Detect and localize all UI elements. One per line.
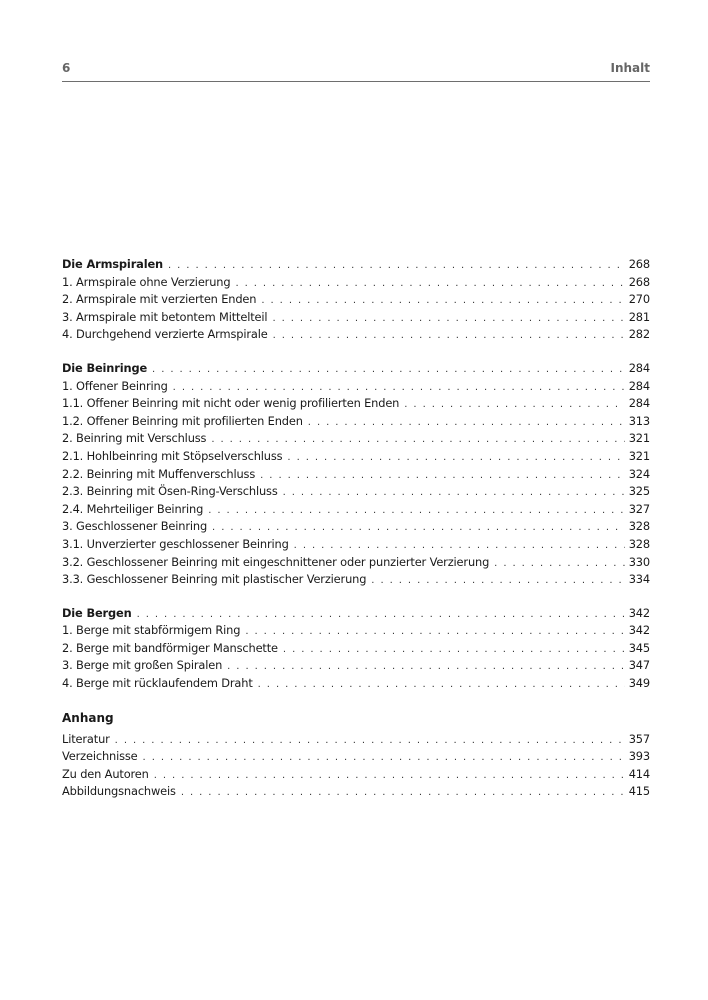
dot-leader: [283, 484, 625, 502]
toc-entry-label: 3. Geschlossener Beinring: [62, 519, 208, 534]
toc-entry[interactable]: [62, 483, 650, 501]
toc-page-number: 321: [628, 448, 650, 463]
toc-entry-label: 2. Armspirale mit verzierten Enden: [62, 292, 257, 307]
toc-entry-label: 3.3. Geschlossener Beinring mit plastischer Verzierung: [62, 572, 367, 587]
toc-entry[interactable]: [62, 378, 650, 396]
toc-entry-label: Abbildungsnachweis: [62, 784, 176, 799]
toc-entry-label: Literatur: [62, 731, 110, 746]
dot-leader: [137, 606, 625, 624]
toc-page-number: 342: [628, 605, 650, 620]
toc-entry[interactable]: [62, 675, 650, 693]
toc-page-number: 268: [628, 274, 650, 289]
toc-entry[interactable]: [62, 657, 650, 675]
dot-leader: [258, 676, 625, 694]
dot-leader: [245, 623, 624, 641]
toc-entry-label: 2. Beinring mit Verschluss: [62, 431, 207, 446]
toc-entry-label: 4. Berge mit rücklaufendem Draht: [62, 676, 253, 691]
dot-leader: [235, 275, 624, 293]
dot-leader: [261, 292, 624, 310]
dot-leader: [272, 310, 624, 328]
toc-entry-label: 2. Berge mit bandförmiger Manschette: [62, 640, 278, 655]
toc-entry[interactable]: [62, 291, 650, 309]
toc-page-number: 324: [628, 466, 650, 481]
toc-heading-label: Die Bergen: [62, 605, 132, 620]
toc-entry-label: 3. Armspirale mit betontem Mittelteil: [62, 309, 268, 324]
toc-page-number: 345: [628, 640, 650, 655]
dot-leader: [154, 767, 625, 785]
toc-page-number: 282: [628, 327, 650, 342]
toc-page-number: 284: [628, 360, 650, 375]
dot-leader: [208, 502, 624, 520]
toc-entry-label: 1. Offener Beinring: [62, 378, 168, 393]
toc-entry-label: 1. Armspirale ohne Verzierung: [62, 274, 231, 289]
toc-page-number: 349: [628, 676, 650, 691]
toc-page-number: 357: [628, 731, 650, 746]
dot-leader: [260, 467, 625, 485]
toc-page-number: 327: [628, 501, 650, 516]
toc-entry[interactable]: [62, 518, 650, 536]
toc-entry[interactable]: [62, 622, 650, 640]
page-number: 6: [62, 61, 71, 75]
toc-page-number: 284: [628, 378, 650, 393]
toc-entry[interactable]: [62, 326, 650, 344]
toc-section-anhang: [62, 709, 650, 801]
toc-entry-label: 2.1. Hohlbeinring mit Stöpselverschluss: [62, 448, 283, 463]
toc-page-number: 270: [628, 292, 650, 307]
table-of-contents: [62, 256, 650, 817]
toc-page-number: 281: [628, 309, 650, 324]
dot-leader: [212, 519, 625, 537]
toc-entry-label: 3. Berge mit großen Spiralen: [62, 658, 223, 673]
toc-entry[interactable]: [62, 554, 650, 572]
dot-leader: [227, 658, 625, 676]
toc-entry[interactable]: [62, 640, 650, 658]
toc-entry-label: 2.4. Mehrteiliger Beinring: [62, 501, 204, 516]
toc-page-number: 347: [628, 658, 650, 673]
toc-heading-label: Die Beinringe: [62, 360, 148, 375]
toc-entry[interactable]: [62, 413, 650, 431]
toc-heading-label: Die Armspiralen: [62, 257, 163, 271]
toc-page-number: 313: [628, 413, 650, 428]
toc-page-number: 393: [628, 749, 650, 764]
toc-section-beinringe: [62, 360, 650, 589]
toc-entry[interactable]: [62, 536, 650, 554]
toc-entry[interactable]: [62, 274, 650, 292]
toc-entry-label: 2.2. Beinring mit Muffenverschluss: [62, 466, 256, 481]
toc-entry[interactable]: [62, 731, 650, 749]
dot-leader: [308, 414, 625, 432]
dot-leader: [173, 379, 625, 397]
toc-page-number: 284: [628, 396, 650, 411]
toc-heading-beinringe[interactable]: [62, 360, 650, 378]
dot-leader: [404, 396, 624, 414]
running-title: Inhalt: [610, 61, 650, 75]
toc-heading-armspiralen[interactable]: [62, 256, 650, 274]
toc-entry[interactable]: [62, 395, 650, 413]
toc-entry-label: 3.1. Unverzierter geschlossener Beinring: [62, 536, 289, 551]
toc-page-number: 328: [628, 519, 650, 534]
dot-leader: [273, 327, 625, 345]
toc-entry-label: 4. Durchgehend verzierte Armspirale: [62, 327, 268, 342]
toc-page-number: 414: [628, 766, 650, 781]
toc-entry[interactable]: [62, 748, 650, 766]
toc-page-number: 330: [628, 554, 650, 569]
dot-leader: [143, 749, 625, 767]
toc-section-armspiralen: [62, 256, 650, 344]
dot-leader: [283, 641, 625, 659]
toc-heading-anhang: Anhang: [62, 710, 114, 725]
toc-entry[interactable]: [62, 309, 650, 327]
toc-entry-label: 1. Berge mit stabförmigem Ring: [62, 623, 241, 638]
dot-leader: [115, 732, 625, 750]
toc-entry[interactable]: [62, 466, 650, 484]
toc-page-number: 334: [628, 572, 650, 587]
toc-entry[interactable]: [62, 501, 650, 519]
toc-page-number: 321: [628, 431, 650, 446]
toc-entry[interactable]: [62, 783, 650, 801]
toc-page-number: 328: [628, 536, 650, 551]
toc-entry[interactable]: [62, 766, 650, 784]
toc-page-number: 325: [628, 484, 650, 499]
dot-leader: [211, 431, 624, 449]
toc-entry-label: Verzeichnisse: [62, 749, 138, 764]
dot-leader: [294, 537, 625, 555]
dot-leader: [371, 572, 624, 590]
toc-page-number: 415: [628, 784, 650, 799]
dot-leader: [152, 361, 625, 379]
toc-page-number: 268: [628, 257, 650, 271]
toc-entry-label: 1.1. Offener Beinring mit nicht oder wenig profilierten Enden: [62, 396, 400, 411]
toc-entry-label: 2.3. Beinring mit Ösen-Ring-Verschluss: [62, 484, 278, 499]
page-header: [62, 61, 650, 82]
toc-heading-bergen[interactable]: [62, 605, 650, 623]
toc-page-number: 342: [628, 623, 650, 638]
toc-entry-label: Zu den Autoren: [62, 766, 149, 781]
dot-leader: [181, 784, 625, 802]
dot-leader: [494, 555, 625, 573]
toc-entry[interactable]: [62, 430, 650, 448]
dot-leader: [287, 449, 624, 467]
toc-entry-label: 3.2. Geschlossener Beinring mit eingeschnittener oder punzierter Verzierung: [62, 554, 490, 569]
toc-entry-label: 1.2. Offener Beinring mit profilierten Enden: [62, 413, 303, 428]
toc-entry[interactable]: [62, 448, 650, 466]
toc-section-bergen: [62, 605, 650, 693]
dot-leader: [168, 257, 625, 275]
toc-entry[interactable]: [62, 571, 650, 589]
